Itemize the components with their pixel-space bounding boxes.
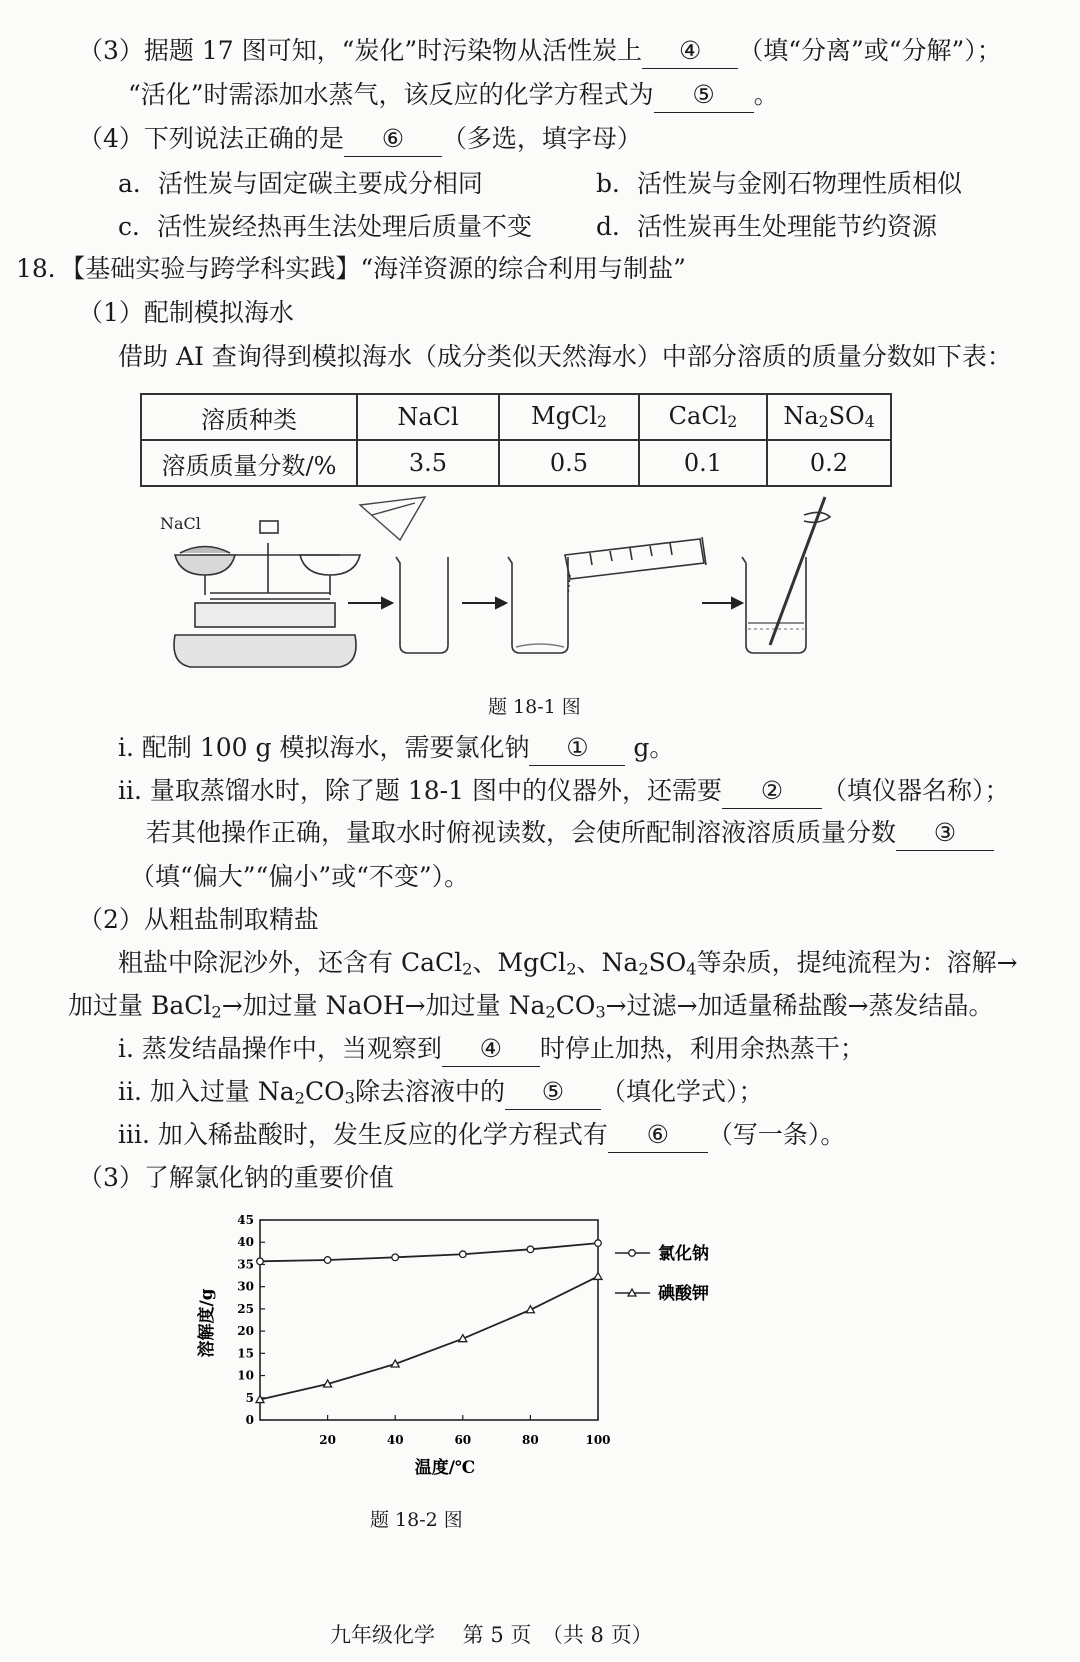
y-tick-label: 25 bbox=[237, 1301, 254, 1316]
fig18-2-caption: 题 18-2 图 bbox=[370, 1509, 463, 1531]
q18-s2-ii: ii. 加入过量 $Na_2CO_3$除去溶液中的 ⑤ （填化学式）； bbox=[118, 1075, 763, 1115]
q17-part4: （4）下列说法正确的是 ⑥ （多选，填字母） bbox=[78, 122, 642, 157]
option-b: b．活性炭与金刚石物理性质相似 bbox=[596, 169, 963, 198]
y-axis-label: 溶解度/g bbox=[197, 1288, 217, 1358]
y-tick-label: 40 bbox=[237, 1235, 254, 1250]
q18-s2-intro-line1: 粗盐中除泥沙外，还含有 CaCl$_2$、MgCl$_2$、$Na_2SO_4$等杂质，提纯流程为：溶解→ bbox=[118, 948, 1018, 979]
x-axis-label: 温度/℃ bbox=[414, 1458, 476, 1478]
answer-blank-5[interactable]: ⑤ bbox=[654, 78, 754, 113]
chart-legend bbox=[615, 1243, 709, 1304]
fig18-1-apparatus bbox=[150, 495, 930, 695]
x-tick-label: 100 bbox=[585, 1433, 611, 1447]
y-tick-label: 20 bbox=[237, 1324, 254, 1339]
y-tick-label: 30 bbox=[237, 1279, 254, 1294]
table-header-label: 溶质种类 bbox=[141, 394, 357, 440]
y-tick-label: 5 bbox=[245, 1390, 254, 1405]
beaker-empty bbox=[396, 557, 448, 653]
y-tick-label: 15 bbox=[237, 1346, 254, 1361]
plot-frame bbox=[260, 1220, 598, 1420]
table-header-cacl2: CaCl$_2$ bbox=[639, 394, 767, 440]
q18-title: 18．【基础实验与跨学科实践】“海洋资源的综合利用与制盐” bbox=[16, 254, 686, 283]
graduated-cylinder-pouring bbox=[565, 537, 706, 595]
q18-section2-title: （2）从粗盐制取精盐 bbox=[78, 905, 319, 934]
table-cell: 0.1 bbox=[639, 440, 767, 486]
table-row bbox=[141, 440, 891, 486]
q18-s1-ii-line2: 若其他操作正确，量取水时俯视读数，会使所配制溶液溶质质量分数 ③ bbox=[146, 816, 994, 851]
x-tick-label: 20 bbox=[319, 1433, 336, 1447]
legend-marker-circle bbox=[629, 1250, 636, 1257]
weigh-paper bbox=[360, 497, 425, 540]
table-row bbox=[141, 394, 891, 440]
x-tick-label: 40 bbox=[386, 1433, 404, 1447]
answer-blank-5b[interactable]: ⑤ bbox=[505, 1075, 601, 1110]
answer-blank-1[interactable]: ① bbox=[529, 731, 625, 766]
legend-label: 氯化钠 bbox=[658, 1244, 709, 1264]
page-footer: 九年级化学 第 5 页 （共 8 页） bbox=[330, 1623, 653, 1647]
q18-section1-intro: 借助 AI 查询得到模拟海水（成分类似天然海水）中部分溶质的质量分数如下表： bbox=[118, 342, 1012, 371]
q18-s2-intro-line2: 加过量 BaCl$_2$→加过量 NaOH→加过量 $Na_2CO_3\to$过滤→加适量稀盐酸→蒸发结晶。 bbox=[68, 991, 994, 1022]
y-tick-label: 35 bbox=[237, 1257, 254, 1272]
beaker-with-solid bbox=[508, 557, 568, 653]
q18-s2-iii: iii. 加入稀盐酸时，发生反应的化学方程式有 ⑥ （写一条）。 bbox=[118, 1118, 845, 1153]
answer-blank-6[interactable]: ⑥ bbox=[344, 122, 442, 157]
option-d: d．活性炭再生处理能节约资源 bbox=[596, 212, 938, 241]
chart-series bbox=[256, 1240, 602, 1403]
solubility-chart bbox=[190, 1205, 750, 1495]
y-tick-label: 0 bbox=[245, 1413, 254, 1427]
table-cell: 0.5 bbox=[499, 440, 639, 486]
answer-blank-4[interactable]: ④ bbox=[642, 34, 738, 69]
nacl-label: NaCl bbox=[160, 514, 201, 533]
q18-s1-ii-line3: （填“偏大”“偏小”或“不变”）。 bbox=[130, 862, 470, 891]
arrow-icon bbox=[462, 598, 506, 608]
table-row-label: 溶质质量分数/% bbox=[141, 440, 357, 486]
answer-blank-6b[interactable]: ⑥ bbox=[608, 1118, 708, 1153]
option-a: a．活性炭与固定碳主要成分相同 bbox=[118, 169, 483, 198]
q17-part3-line1: （3）据题 17 图可知，“炭化”时污染物从活性炭上 ④ （填“分离”或“分解”）； bbox=[78, 34, 1002, 69]
data-point-circle bbox=[595, 1240, 602, 1247]
y-tick-label: 45 bbox=[237, 1213, 254, 1227]
data-point-circle bbox=[527, 1246, 534, 1253]
q18-section1-title: （1）配制模拟海水 bbox=[78, 298, 294, 327]
data-point-circle bbox=[257, 1258, 264, 1265]
y-tick-label: 10 bbox=[237, 1368, 254, 1383]
series-line-1 bbox=[260, 1243, 598, 1261]
y-axis-ticks bbox=[237, 1213, 265, 1427]
series-line-2 bbox=[260, 1276, 598, 1399]
data-point-circle bbox=[392, 1254, 399, 1261]
option-c: c．活性炭经热再生法处理后质量不变 bbox=[118, 212, 533, 241]
q17-part3-line2: “活化”时需添加水蒸气，该反应的化学方程式为 ⑤ 。 bbox=[128, 78, 779, 113]
table-cell: 0.2 bbox=[767, 440, 891, 486]
data-point-triangle bbox=[594, 1272, 602, 1279]
solute-table bbox=[140, 393, 892, 487]
q18-s1-ii-line1: ii. 量取蒸馏水时，除了题 18-1 图中的仪器外，还需要 ② （填仪器名称）； bbox=[118, 774, 1009, 809]
answer-blank-3[interactable]: ③ bbox=[896, 816, 994, 851]
data-point-circle bbox=[460, 1251, 467, 1258]
answer-blank-4b[interactable]: ④ bbox=[442, 1032, 540, 1067]
table-cell: 3.5 bbox=[357, 440, 499, 486]
q18-s1-i: i. 配制 100 g 模拟海水，需要氯化钠 ① g。 bbox=[118, 731, 674, 766]
q18-section3-title: （3）了解氯化钠的重要价值 bbox=[78, 1163, 394, 1192]
x-tick-label: 60 bbox=[454, 1433, 472, 1447]
arrow-icon bbox=[348, 598, 392, 608]
legend-label: 碘酸钾 bbox=[658, 1284, 709, 1304]
q18-s2-i: i. 蒸发结晶操作中，当观察到 ④ 时停止加热，利用余热蒸干； bbox=[118, 1032, 865, 1067]
fig18-1-caption: 题 18-1 图 bbox=[488, 696, 581, 718]
arrow-icon bbox=[702, 598, 742, 608]
table-header-mgcl2: MgCl$_2$ bbox=[499, 394, 639, 440]
table-header-na2so4: $Na_2SO_4$ bbox=[767, 394, 891, 440]
balance-illustration bbox=[174, 521, 360, 667]
answer-blank-2[interactable]: ② bbox=[722, 774, 822, 809]
table-header-nacl: NaCl bbox=[357, 394, 499, 440]
beaker-stirring bbox=[742, 497, 830, 653]
x-tick-label: 80 bbox=[522, 1433, 539, 1447]
data-point-circle bbox=[324, 1257, 331, 1264]
